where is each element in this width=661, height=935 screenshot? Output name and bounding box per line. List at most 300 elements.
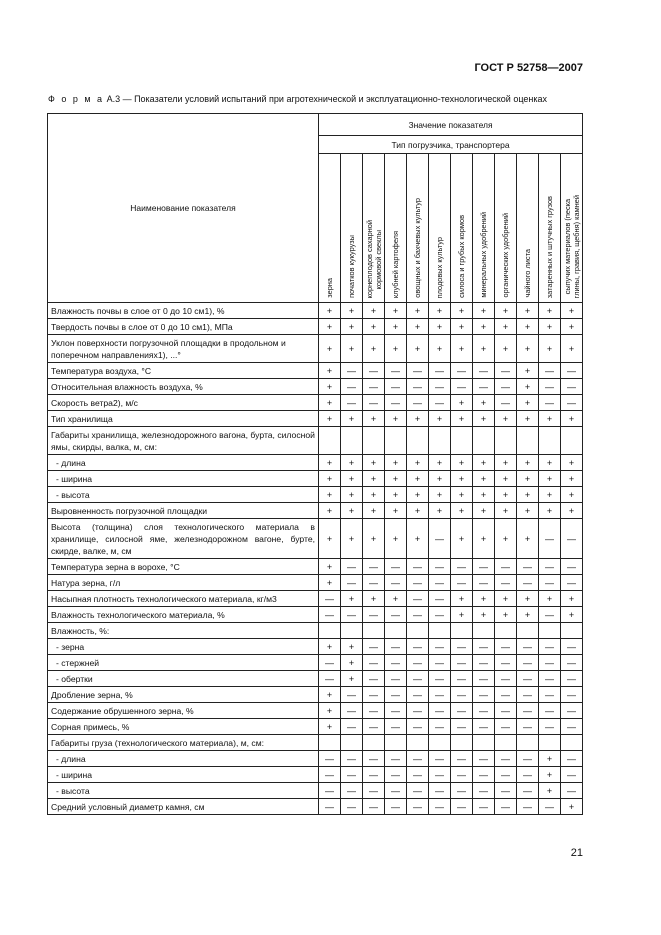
indicator-name: Габариты груза (технологического материала), м, см: — [48, 735, 319, 751]
indicator-value — [319, 735, 341, 751]
indicator-value: + — [539, 471, 561, 487]
indicator-value: + — [319, 687, 341, 703]
indicator-value: — — [429, 671, 451, 687]
indicator-name: - ширина — [48, 767, 319, 783]
indicator-value: + — [451, 335, 473, 363]
indicator-value: — — [429, 799, 451, 815]
indicator-value: + — [429, 503, 451, 519]
indicator-value: — — [407, 799, 429, 815]
col-name-header: Наименование показателя — [48, 114, 319, 303]
indicator-value: — — [539, 379, 561, 395]
indicator-name: Содержание обрушенного зерна, % — [48, 703, 319, 719]
indicator-value: + — [473, 411, 495, 427]
indicator-value: — — [407, 607, 429, 623]
indicator-value: + — [385, 335, 407, 363]
column-header-label: корнеплодов сахарной кормовой свеклы — [364, 219, 383, 298]
indicator-value: — — [429, 639, 451, 655]
indicator-value — [473, 623, 495, 639]
indicator-value: + — [319, 395, 341, 411]
column-header-label: клубней картофеля — [391, 230, 400, 298]
indicator-value: — — [495, 655, 517, 671]
indicator-value: + — [517, 519, 539, 559]
indicator-value: — — [385, 655, 407, 671]
indicator-value — [341, 427, 363, 455]
indicator-value: — — [473, 703, 495, 719]
table-body — [48, 303, 583, 815]
indicator-name: Скорость ветра2), м/с — [48, 395, 319, 411]
indicator-value: — — [539, 703, 561, 719]
indicator-value: — — [451, 799, 473, 815]
indicator-name: - стержней — [48, 655, 319, 671]
indicator-value: — — [341, 395, 363, 411]
indicator-value: + — [429, 471, 451, 487]
indicator-value: — — [561, 655, 583, 671]
indicator-name: Средний условный диаметр камня, см — [48, 799, 319, 815]
indicator-value: — — [429, 559, 451, 575]
column-header — [341, 154, 363, 303]
indicator-value: — — [385, 687, 407, 703]
indicator-value: + — [517, 455, 539, 471]
indicator-value — [561, 735, 583, 751]
table-row — [48, 687, 583, 703]
caption — [48, 94, 547, 104]
indicator-value: — — [429, 607, 451, 623]
indicator-value: — — [561, 767, 583, 783]
indicator-name: Выровненность погрузочной площадки — [48, 503, 319, 519]
table-row — [48, 363, 583, 379]
indicator-value — [407, 623, 429, 639]
indicator-value — [319, 623, 341, 639]
table-row — [48, 783, 583, 799]
indicator-value: — — [517, 687, 539, 703]
indicator-value — [363, 735, 385, 751]
indicator-value: + — [473, 503, 495, 519]
indicator-value: — — [451, 559, 473, 575]
indicator-value: — — [385, 639, 407, 655]
indicator-value: — — [385, 575, 407, 591]
indicator-value: + — [517, 363, 539, 379]
indicator-value: + — [495, 607, 517, 623]
indicator-value: — — [517, 767, 539, 783]
indicator-value: + — [341, 471, 363, 487]
indicator-name: Влажность технологического материала, % — [48, 607, 319, 623]
table-row — [48, 719, 583, 735]
indicator-value: — — [539, 519, 561, 559]
indicator-value: + — [319, 575, 341, 591]
indicator-value: + — [517, 379, 539, 395]
indicator-value: — — [539, 363, 561, 379]
indicator-value: — — [539, 559, 561, 575]
indicator-value: — — [561, 671, 583, 687]
indicator-value: — — [319, 671, 341, 687]
indicator-value: + — [451, 455, 473, 471]
table-row — [48, 471, 583, 487]
indicator-value: — — [429, 395, 451, 411]
indicator-value: + — [385, 487, 407, 503]
indicator-value: — — [407, 591, 429, 607]
indicator-value: — — [407, 379, 429, 395]
indicator-value: — — [539, 671, 561, 687]
indicator-value: + — [451, 591, 473, 607]
indicator-value — [473, 427, 495, 455]
indicator-value — [429, 735, 451, 751]
column-header — [451, 154, 473, 303]
indicators-table — [47, 113, 583, 815]
column-header-label: плодовых культур — [435, 236, 444, 298]
table-row — [48, 671, 583, 687]
table-row — [48, 639, 583, 655]
indicator-value: + — [319, 411, 341, 427]
indicator-value: + — [561, 799, 583, 815]
column-header — [363, 154, 385, 303]
indicator-value: — — [363, 575, 385, 591]
indicator-value: + — [561, 607, 583, 623]
indicator-value: + — [473, 607, 495, 623]
indicator-value: — — [473, 767, 495, 783]
indicator-value: — — [407, 719, 429, 735]
indicator-value: — — [363, 799, 385, 815]
indicator-value: + — [495, 335, 517, 363]
indicator-name: - длина — [48, 751, 319, 767]
indicator-value: — — [451, 719, 473, 735]
indicator-value: + — [341, 519, 363, 559]
table-row — [48, 503, 583, 519]
indicator-value: — — [385, 767, 407, 783]
indicator-value — [385, 623, 407, 639]
indicator-value: — — [407, 783, 429, 799]
indicator-value: + — [539, 503, 561, 519]
indicator-value: — — [473, 671, 495, 687]
column-header — [385, 154, 407, 303]
indicator-name: - зерна — [48, 639, 319, 655]
table-row — [48, 655, 583, 671]
indicator-value: — — [561, 363, 583, 379]
indicator-value — [517, 427, 539, 455]
indicator-value: + — [517, 303, 539, 319]
indicator-value — [495, 427, 517, 455]
indicator-value: — — [429, 591, 451, 607]
indicator-value: — — [385, 799, 407, 815]
indicator-value: — — [561, 559, 583, 575]
indicator-value: — — [429, 519, 451, 559]
table-row — [48, 427, 583, 455]
indicator-name: Сорная примесь, % — [48, 719, 319, 735]
indicator-value: — — [363, 783, 385, 799]
indicator-value — [319, 427, 341, 455]
indicator-value: — — [539, 575, 561, 591]
indicator-value — [363, 427, 385, 455]
indicator-value: + — [385, 303, 407, 319]
indicator-name: - длина — [48, 455, 319, 471]
indicator-value — [539, 735, 561, 751]
indicator-value: — — [429, 703, 451, 719]
indicator-value: — — [341, 783, 363, 799]
indicator-value: — — [451, 703, 473, 719]
indicator-value: — — [539, 655, 561, 671]
indicator-value: — — [407, 687, 429, 703]
indicator-value — [407, 735, 429, 751]
indicator-value: — — [495, 559, 517, 575]
indicator-value: — — [407, 671, 429, 687]
indicator-value: — — [473, 655, 495, 671]
indicator-value: + — [319, 319, 341, 335]
indicator-value: — — [363, 363, 385, 379]
indicator-value: + — [319, 719, 341, 735]
indicator-value: + — [429, 335, 451, 363]
indicator-value — [341, 735, 363, 751]
indicator-value: — — [385, 363, 407, 379]
indicator-value: — — [429, 687, 451, 703]
indicator-value: — — [517, 783, 539, 799]
indicator-value: + — [363, 335, 385, 363]
indicator-value: + — [495, 519, 517, 559]
indicator-value: — — [385, 719, 407, 735]
indicator-value: — — [495, 783, 517, 799]
indicator-value: — — [319, 751, 341, 767]
indicator-value — [473, 735, 495, 751]
indicator-value: — — [561, 639, 583, 655]
indicator-value: + — [319, 363, 341, 379]
indicator-value: — — [517, 719, 539, 735]
column-header-label: минеральных удобрений — [479, 212, 488, 298]
indicator-value: + — [495, 303, 517, 319]
indicator-value: + — [429, 455, 451, 471]
indicator-value: — — [341, 607, 363, 623]
indicator-value: + — [385, 503, 407, 519]
indicator-value: + — [539, 751, 561, 767]
table-row — [48, 519, 583, 559]
indicator-value: + — [319, 703, 341, 719]
table-row — [48, 767, 583, 783]
indicator-value: — — [429, 767, 451, 783]
indicator-value — [363, 623, 385, 639]
indicator-value: — — [561, 687, 583, 703]
indicator-value: + — [341, 487, 363, 503]
indicator-value: + — [319, 503, 341, 519]
indicator-value: — — [517, 655, 539, 671]
indicator-value: — — [451, 751, 473, 767]
indicator-value: + — [495, 411, 517, 427]
indicator-value: + — [495, 455, 517, 471]
indicator-value — [385, 735, 407, 751]
indicator-value: + — [539, 319, 561, 335]
indicator-value: + — [385, 591, 407, 607]
indicator-value: — — [407, 363, 429, 379]
indicator-value: + — [473, 519, 495, 559]
indicator-value: — — [517, 559, 539, 575]
indicator-value: + — [407, 519, 429, 559]
indicator-name: Габариты хранилища, железнодорожного вагона, бурта, силосной ямы, скирды, валка, м, см: — [48, 427, 319, 455]
indicator-value: + — [363, 487, 385, 503]
indicator-value: — — [473, 363, 495, 379]
type-header: Тип погрузчика, транспортера — [319, 136, 583, 154]
indicator-value: + — [561, 471, 583, 487]
indicator-value: + — [363, 455, 385, 471]
indicator-value: — — [341, 687, 363, 703]
indicator-value: + — [517, 395, 539, 411]
column-header-label: початков кукурузы — [347, 235, 356, 298]
indicator-name: Влажность почвы в слое от 0 до 10 см1), % — [48, 303, 319, 319]
indicator-value: — — [473, 575, 495, 591]
indicator-value: + — [517, 471, 539, 487]
column-header-label: зерна — [325, 278, 334, 298]
indicator-value: — — [341, 799, 363, 815]
indicator-value: — — [363, 703, 385, 719]
indicator-value: + — [473, 487, 495, 503]
indicator-value: — — [385, 379, 407, 395]
indicator-value: + — [451, 487, 473, 503]
indicator-value: + — [363, 303, 385, 319]
indicator-value: + — [517, 591, 539, 607]
indicator-value: — — [319, 783, 341, 799]
indicator-value: — — [473, 719, 495, 735]
indicator-value: + — [517, 607, 539, 623]
indicator-name: Высота (толщина) слоя технологического материала в хранилище, силосной яме, железнодорожном вагоне, бурте, скирде, валке, м, см — [48, 519, 319, 559]
indicator-value: — — [429, 751, 451, 767]
indicator-value: — — [407, 767, 429, 783]
indicator-value: — — [539, 639, 561, 655]
indicator-value: — — [319, 767, 341, 783]
indicator-value: + — [341, 591, 363, 607]
indicator-value: — — [495, 703, 517, 719]
table-row — [48, 751, 583, 767]
indicator-value: + — [539, 767, 561, 783]
indicator-value: + — [429, 319, 451, 335]
value-header: Значение показателя — [319, 114, 583, 136]
indicator-value — [429, 427, 451, 455]
indicator-value: + — [517, 503, 539, 519]
indicator-value: + — [561, 411, 583, 427]
indicator-value: — — [429, 719, 451, 735]
indicator-value: — — [495, 639, 517, 655]
indicator-value: — — [385, 395, 407, 411]
indicator-name: - ширина — [48, 471, 319, 487]
indicator-value: — — [517, 575, 539, 591]
indicator-value: + — [495, 487, 517, 503]
indicator-value: + — [495, 471, 517, 487]
indicator-value: + — [407, 411, 429, 427]
indicator-value: + — [451, 411, 473, 427]
indicator-value: — — [429, 575, 451, 591]
indicator-value: — — [495, 379, 517, 395]
indicator-value: + — [473, 335, 495, 363]
indicator-value: — — [495, 395, 517, 411]
indicator-value: — — [539, 607, 561, 623]
indicator-value: — — [495, 575, 517, 591]
indicator-value: — — [363, 671, 385, 687]
indicator-value: — — [561, 783, 583, 799]
indicator-value: + — [341, 303, 363, 319]
table-row — [48, 303, 583, 319]
indicator-value: + — [539, 335, 561, 363]
indicator-name: Тип хранилища — [48, 411, 319, 427]
column-header — [319, 154, 341, 303]
indicator-value — [561, 623, 583, 639]
indicator-value: — — [517, 671, 539, 687]
indicator-value: — — [561, 751, 583, 767]
indicator-value: + — [473, 591, 495, 607]
indicator-value — [517, 735, 539, 751]
indicator-name: Твердость почвы в слое от 0 до 10 см1), МПа — [48, 319, 319, 335]
indicator-value: — — [429, 363, 451, 379]
indicator-value: — — [495, 799, 517, 815]
indicator-value: + — [473, 319, 495, 335]
indicator-value: + — [429, 411, 451, 427]
indicator-value: — — [341, 575, 363, 591]
indicator-value: + — [517, 487, 539, 503]
indicator-value: + — [407, 503, 429, 519]
indicator-value: — — [429, 655, 451, 671]
indicator-value: — — [385, 607, 407, 623]
indicator-value: + — [517, 335, 539, 363]
column-header-label: затаренных и штучных грузов — [545, 195, 554, 298]
indicator-value: + — [363, 519, 385, 559]
indicator-value: — — [495, 719, 517, 735]
indicator-value: — — [473, 379, 495, 395]
indicator-value: + — [341, 455, 363, 471]
indicator-value: — — [539, 719, 561, 735]
indicator-value: — — [363, 379, 385, 395]
indicator-value: — — [385, 751, 407, 767]
indicator-value: — — [385, 671, 407, 687]
indicator-value: — — [319, 655, 341, 671]
indicator-value: + — [319, 471, 341, 487]
indicator-value: — — [495, 671, 517, 687]
indicator-value: + — [429, 303, 451, 319]
indicator-value: + — [561, 455, 583, 471]
column-header-label: сыпучих материалов (песка глины, гравия, щебня) камней — [562, 194, 581, 298]
indicator-value: + — [517, 319, 539, 335]
indicator-value: + — [385, 455, 407, 471]
page-number: 21 — [570, 847, 583, 859]
indicator-value — [385, 427, 407, 455]
indicator-value: + — [407, 487, 429, 503]
indicator-value: — — [363, 607, 385, 623]
indicator-value: + — [561, 303, 583, 319]
indicator-value: + — [451, 303, 473, 319]
indicator-value: — — [473, 783, 495, 799]
indicator-name: Насыпная плотность технологического материала, кг/м3 — [48, 591, 319, 607]
indicator-value: — — [561, 519, 583, 559]
indicator-name: - высота — [48, 783, 319, 799]
indicator-value: + — [561, 319, 583, 335]
table-row — [48, 455, 583, 471]
indicator-value: — — [495, 767, 517, 783]
indicator-value: + — [407, 303, 429, 319]
indicator-value: — — [363, 687, 385, 703]
indicator-value: + — [451, 319, 473, 335]
indicator-value: — — [451, 783, 473, 799]
column-header-label: овощных и бахчевых культур — [413, 198, 422, 298]
indicator-value: + — [429, 487, 451, 503]
indicator-value: + — [473, 471, 495, 487]
table-row — [48, 575, 583, 591]
indicator-value: — — [517, 639, 539, 655]
indicator-value: + — [319, 379, 341, 395]
indicator-value: — — [473, 751, 495, 767]
indicator-value: — — [473, 639, 495, 655]
indicator-value: — — [341, 719, 363, 735]
table-row — [48, 411, 583, 427]
indicator-value: — — [341, 559, 363, 575]
indicator-value: + — [385, 319, 407, 335]
indicator-value: — — [451, 363, 473, 379]
indicator-value: — — [385, 703, 407, 719]
indicator-value: — — [407, 655, 429, 671]
indicator-value: — — [495, 751, 517, 767]
table-row — [48, 487, 583, 503]
indicator-name: Дробление зерна, % — [48, 687, 319, 703]
